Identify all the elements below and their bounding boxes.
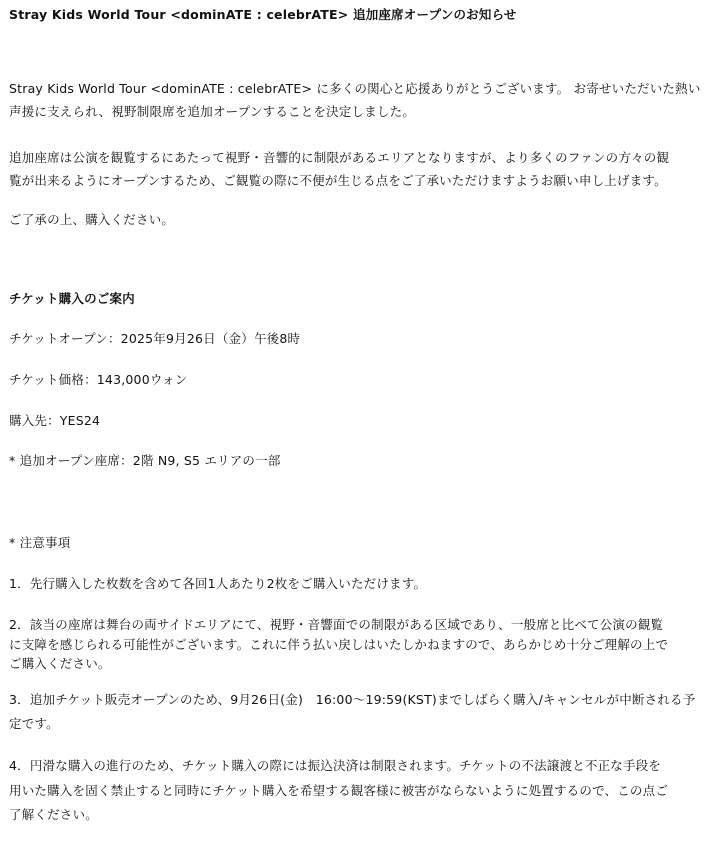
caution-item-3-line-2: 定です。 <box>9 716 59 731</box>
cautions-heading: * 注意事項 <box>9 535 71 550</box>
intro-line-1: Stray Kids World Tour <dominATE : celebrATE> に多くの関心と応援ありがとうございます。 お寄せいただいた熱い <box>9 81 701 96</box>
ticket-open-date: チケットオープン：2025年9月26日（金）午後8時 <box>9 331 301 346</box>
notice-line-1: 追加座席は公演を観覧するにあたって視野・音響的に制限があるエリアとなりますが、より多くのファンの方々の観 <box>9 150 670 165</box>
confirm-text: ご了承の上、購入ください。 <box>9 212 175 227</box>
ticket-price: チケット価格：143,000ウォン <box>9 372 188 387</box>
ticket-vendor: 購入先：YES24 <box>9 413 101 428</box>
caution-item-4-line-1: 4．円滑な購入の進行のため、チケット購入の際には振込決済は制限されます。チケットの不法譲渡と不正な手段を <box>9 758 662 773</box>
caution-item-2-line-1: 2．該当の座席は舞台の両サイドエリアにて、視野・音響面での制限がある区域であり、一般席と比べて公演の観覧 <box>9 617 664 632</box>
ticket-info-heading: チケット購入のご案内 <box>9 291 135 306</box>
caution-item-2-line-2: に支障を感じられる可能性がございます。これに伴う払い戻しはいたしかねますので、あらかじめ十分ご理解の上で <box>9 637 669 652</box>
caution-item-2-line-3: ご購入ください。 <box>9 656 111 671</box>
page-title: Stray Kids World Tour <dominATE : celebrATE> 追加座席オープンのお知らせ <box>9 7 517 22</box>
caution-item-4-line-2: 用いた購入を固く禁止すると同時にチケット購入を希望する観客様に被害がならないように処置するので、この点ご <box>9 783 669 798</box>
caution-item-3-line-1: 3．追加チケット販売オープンのため、9月26日(金) 16:00〜19:59(KST)までしばらく購入/キャンセルが中断される予 <box>9 692 696 707</box>
intro-line-2: 声援に支えられ、視野制限席を追加オープンすることを決定しました。 <box>9 104 416 119</box>
additional-seats: * 追加オープン座席：2階 N9, S5 エリアの一部 <box>9 453 281 468</box>
notice-line-2: 覧が出来るようにオープンするため、ご観覧の際に不便が生じる点をご了承いただけますようお願い申し上げます。 <box>9 173 667 188</box>
caution-item-4-line-3: 了解ください。 <box>9 807 98 822</box>
caution-item-1: 1．先行購入した枚数を含めて各回1人あたり2枚をご購入いただけます。 <box>9 576 427 591</box>
